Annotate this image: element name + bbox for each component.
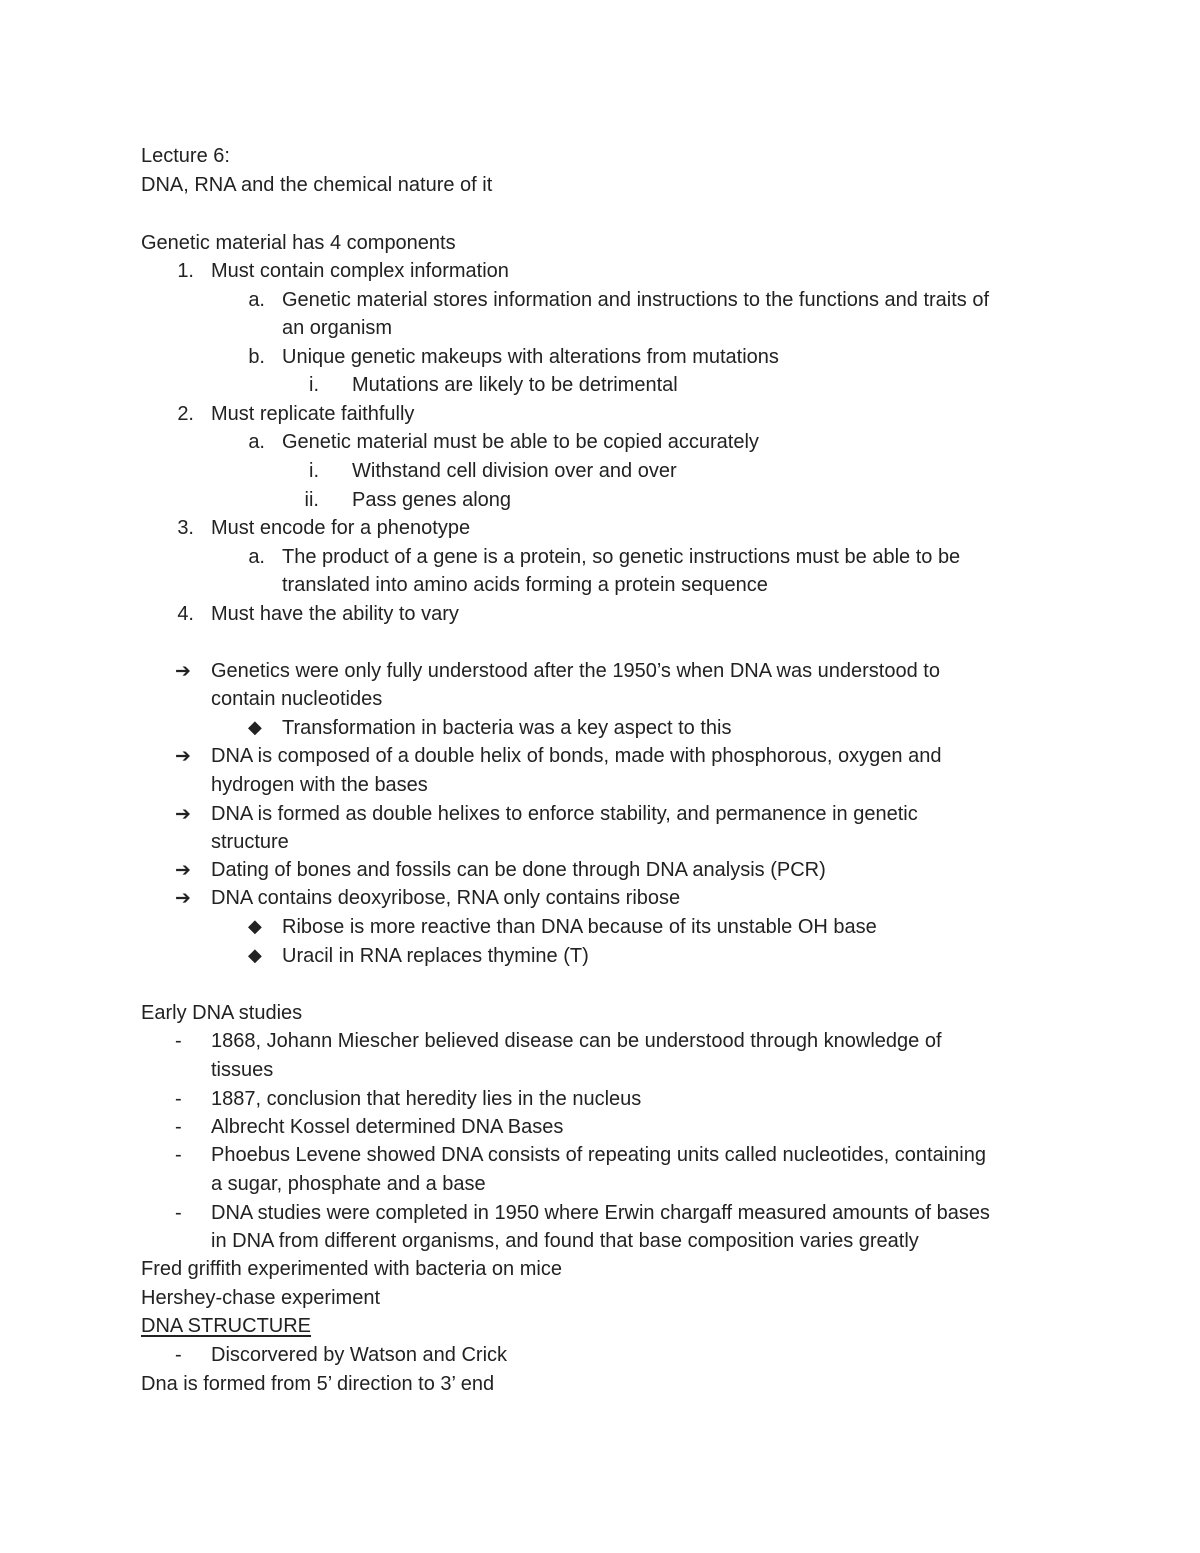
- study-item: 1887, conclusion that heredity lies in the nucleus: [211, 1088, 642, 1110]
- arrow-note: Genetics were only fully understood after the 1950’s when DNA was understood to: [211, 660, 940, 682]
- list-subitem: Genetic material must be able to be copied accurately: [282, 431, 759, 453]
- arrow-note: DNA is formed as double helixes to enforce stability, and permanence in genetic: [211, 803, 918, 825]
- list-item: Must encode for a phenotype: [211, 517, 471, 539]
- list-item: Must replicate faithfully: [211, 403, 415, 425]
- list-item: Must have the ability to vary: [211, 603, 459, 625]
- list-number: 1.: [177, 260, 194, 282]
- arrow-bullet-icon: ➔: [175, 859, 191, 881]
- arrow-note-continued: structure: [211, 831, 289, 853]
- study-item-continued: a sugar, phosphate and a base: [211, 1173, 486, 1195]
- diamond-bullet-icon: ◆: [248, 916, 262, 937]
- list-roman: ii.: [304, 489, 319, 511]
- list-subitem: The product of a gene is a protein, so genetic instructions must be able to be: [282, 546, 961, 568]
- dash-bullet: -: [175, 1144, 182, 1166]
- diamond-note: Uracil in RNA replaces thymine (T): [282, 945, 589, 967]
- arrow-note-continued: contain nucleotides: [211, 688, 383, 710]
- study-item-continued: in DNA from different organisms, and found that base composition varies greatly: [211, 1230, 919, 1252]
- diamond-bullet-icon: ◆: [248, 717, 262, 738]
- list-number: 4.: [177, 603, 194, 625]
- arrow-bullet-icon: ➔: [175, 660, 191, 682]
- list-subitem: Unique genetic makeups with alterations from mutations: [282, 346, 779, 368]
- dash-bullet: -: [175, 1344, 182, 1366]
- study-item: DNA studies were completed in 1950 where Erwin chargaff measured amounts of bases: [211, 1202, 990, 1224]
- list-item: Must contain complex information: [211, 260, 509, 282]
- dash-bullet: -: [175, 1202, 182, 1224]
- study-item: Phoebus Levene showed DNA consists of repeating units called nucleotides, containing: [211, 1144, 986, 1166]
- direction-line: Dna is formed from 5’ direction to 3’ end: [141, 1373, 495, 1395]
- arrow-note: Dating of bones and fossils can be done through DNA analysis (PCR): [211, 859, 826, 881]
- arrow-note-continued: hydrogen with the bases: [211, 774, 428, 796]
- list-roman: i.: [309, 460, 319, 482]
- list-subsubitem: Withstand cell division over and over: [352, 460, 677, 482]
- arrow-bullet-icon: ➔: [175, 745, 191, 767]
- list-roman: i.: [309, 374, 319, 396]
- study-item: 1868, Johann Miescher believed disease can be understood through knowledge of: [211, 1030, 942, 1052]
- early-studies-heading: Early DNA studies: [141, 1002, 303, 1024]
- dash-bullet: -: [175, 1116, 182, 1138]
- list-subitem-continued: an organism: [282, 317, 393, 339]
- arrow-bullet-icon: ➔: [175, 887, 191, 909]
- diamond-note: Ribose is more reactive than DNA because of its unstable OH base: [282, 916, 877, 938]
- list-number: 2.: [177, 403, 194, 425]
- structure-item: Discorvered by Watson and Crick: [211, 1344, 508, 1366]
- dna-structure-heading: DNA STRUCTURE: [141, 1315, 312, 1337]
- list-number: 3.: [177, 517, 194, 539]
- components-heading: Genetic material has 4 components: [141, 232, 456, 254]
- diamond-note: Transformation in bacteria was a key aspect to this: [282, 717, 732, 739]
- griffith-line: Fred griffith experimented with bacteria on mice: [141, 1258, 562, 1280]
- list-subitem: Genetic material stores information and instructions to the functions and traits of: [282, 289, 990, 311]
- arrow-note: DNA contains deoxyribose, RNA only contains ribose: [211, 887, 681, 909]
- lecture-subtitle: DNA, RNA and the chemical nature of it: [141, 174, 493, 196]
- study-item: Albrecht Kossel determined DNA Bases: [211, 1116, 564, 1138]
- arrow-bullet-icon: ➔: [175, 803, 191, 825]
- list-letter: a.: [248, 546, 265, 568]
- list-subsubitem: Mutations are likely to be detrimental: [352, 374, 678, 396]
- list-subitem-continued: translated into amino acids forming a protein sequence: [282, 574, 768, 596]
- dash-bullet: -: [175, 1030, 182, 1052]
- list-letter: b.: [248, 346, 265, 368]
- hershey-line: Hershey-chase experiment: [141, 1287, 380, 1309]
- diamond-bullet-icon: ◆: [248, 945, 262, 966]
- study-item-continued: tissues: [211, 1059, 274, 1081]
- list-letter: a.: [248, 289, 265, 311]
- dash-bullet: -: [175, 1088, 182, 1110]
- list-subsubitem: Pass genes along: [352, 489, 512, 511]
- list-letter: a.: [248, 431, 265, 453]
- lecture-title: Lecture 6:: [141, 145, 230, 167]
- arrow-note: DNA is composed of a double helix of bonds, made with phosphorous, oxygen and: [211, 745, 942, 767]
